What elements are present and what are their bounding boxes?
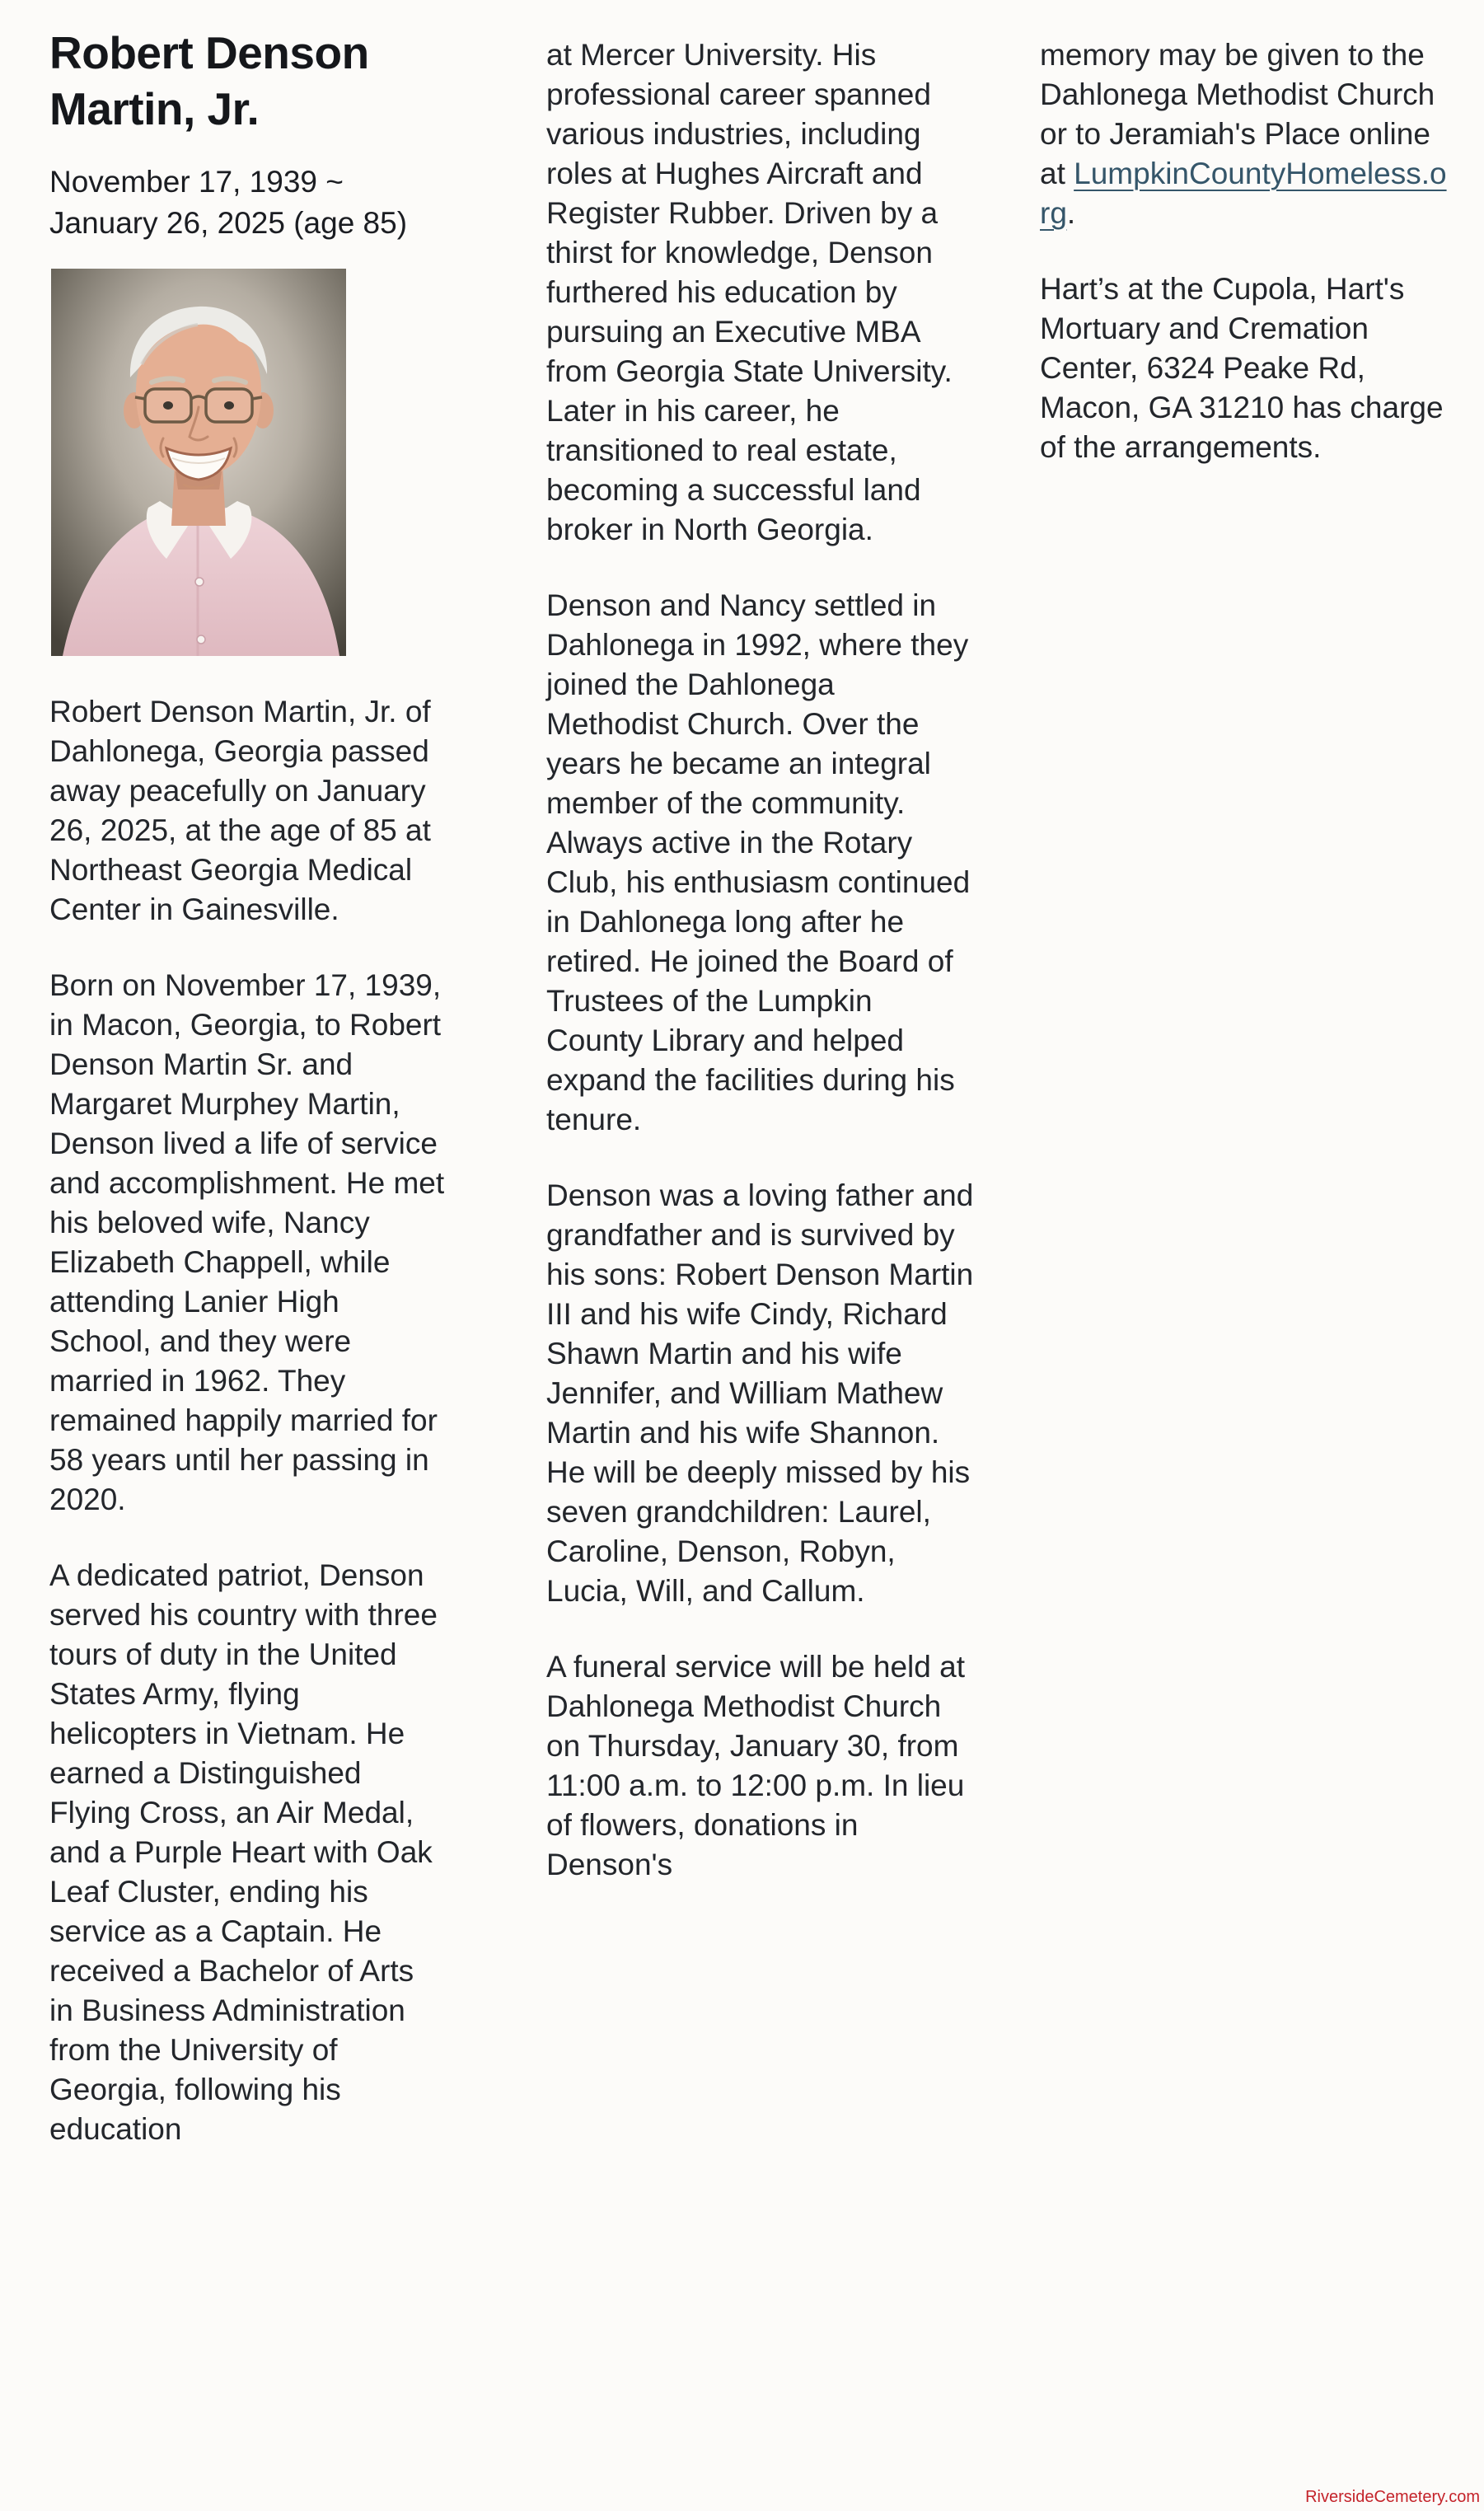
obituary-paragraph: A dedicated patriot, Denson served his country with three tours of duty in the United States Army, flying helicopters in Vietnam. He earned a Distinguished Flying Cross, an Air Medal, and a Purple Heart with Oak Leaf Cluster, ending his service as a Captain. He received a Bachelor of Arts in Business Administration from the University of Georgia, following his education (49, 1558, 438, 2146)
obituary-paragraph: Born on November 17, 1939, in Macon, Georgia, to Robert Denson Martin Sr. and Margaret Murphey Martin, Denson lived a life of service and accomplishment. He met his beloved wife, Nancy Elizabeth Chappell, while attending Lanier High School, and they were married in 1962. They remained happily married for 58 years until her passing in 2020. (49, 968, 445, 1516)
column-1 (49, 25, 445, 2149)
memorial-text-after-link: . (1066, 196, 1076, 230)
obituary-paragraph (1040, 35, 1452, 233)
obituary-paragraph: Robert Denson Martin, Jr. of Dahlonega, Georgia passed away peacefully on January 26, 2025, at the age of 85 at Northeast Georgia Medical Center in Gainesville. (49, 695, 431, 926)
obituary-paragraph: Denson was a loving father and grandfather and is survived by his sons: Robert Denson Martin III and his wife Cindy, Richard Shawn Martin and his wife Jennifer, and William Mathew Martin and his wife Shannon. He will be deeply missed by his seven grandchildren: Laurel, Caroline, Denson, Robyn, Lucia, Will, and Callum. (546, 1178, 974, 1608)
riverside-cemetery-watermark: RiversideCemetery.com (1305, 2488, 1480, 2506)
obituary-paragraph: at Mercer University. His professional career spanned various industries, including roles at Hughes Aircraft and Register Rubber. Driven by a thirst for knowledge, Denson furthered his education by pursuing an Executive MBA from Georgia State University. Later in his career, he transitioned to real estate, becoming a successful land broker in North Georgia. (546, 38, 953, 546)
portrait-photo (51, 269, 346, 656)
column-2 (546, 35, 975, 1885)
page-title: Robert Denson Martin, Jr. (49, 27, 369, 134)
life-dates: November 17, 1939 ~ January 26, 2025 (age 85) (49, 165, 408, 240)
column-3 (1040, 35, 1452, 467)
obituary-paragraph: Hart’s at the Cupola, Hart's Mortuary and Cremation Center, 6324 Peake Rd, Macon, GA 31210 has charge of the arrangements. (1040, 272, 1444, 464)
obituary-paragraph: Denson and Nancy settled in Dahlonega in 1992, where they joined the Dahlonega Methodist Church. Over the years he became an integral member of the community. Always active in the Rotary Club, his enthusiasm continued in Dahlonega long after he retired. He joined the Board of Trustees of the Lumpkin County Library and helped expand the facilities during his tenure. (546, 588, 971, 1136)
memorial-text-before-link: memory may be given to the Dahlonega Methodist Church or to Jeramiah's Place online at (1040, 38, 1435, 190)
memorial-donation-link[interactable]: LumpkinCountyHomeless.org (1040, 157, 1447, 230)
obituary-paragraph: A funeral service will be held at Dahlonega Methodist Church on Thursday, January 30, from 11:00 a.m. to 12:00 p.m. In lieu of flowers, donations in Denson's (546, 1650, 965, 1881)
